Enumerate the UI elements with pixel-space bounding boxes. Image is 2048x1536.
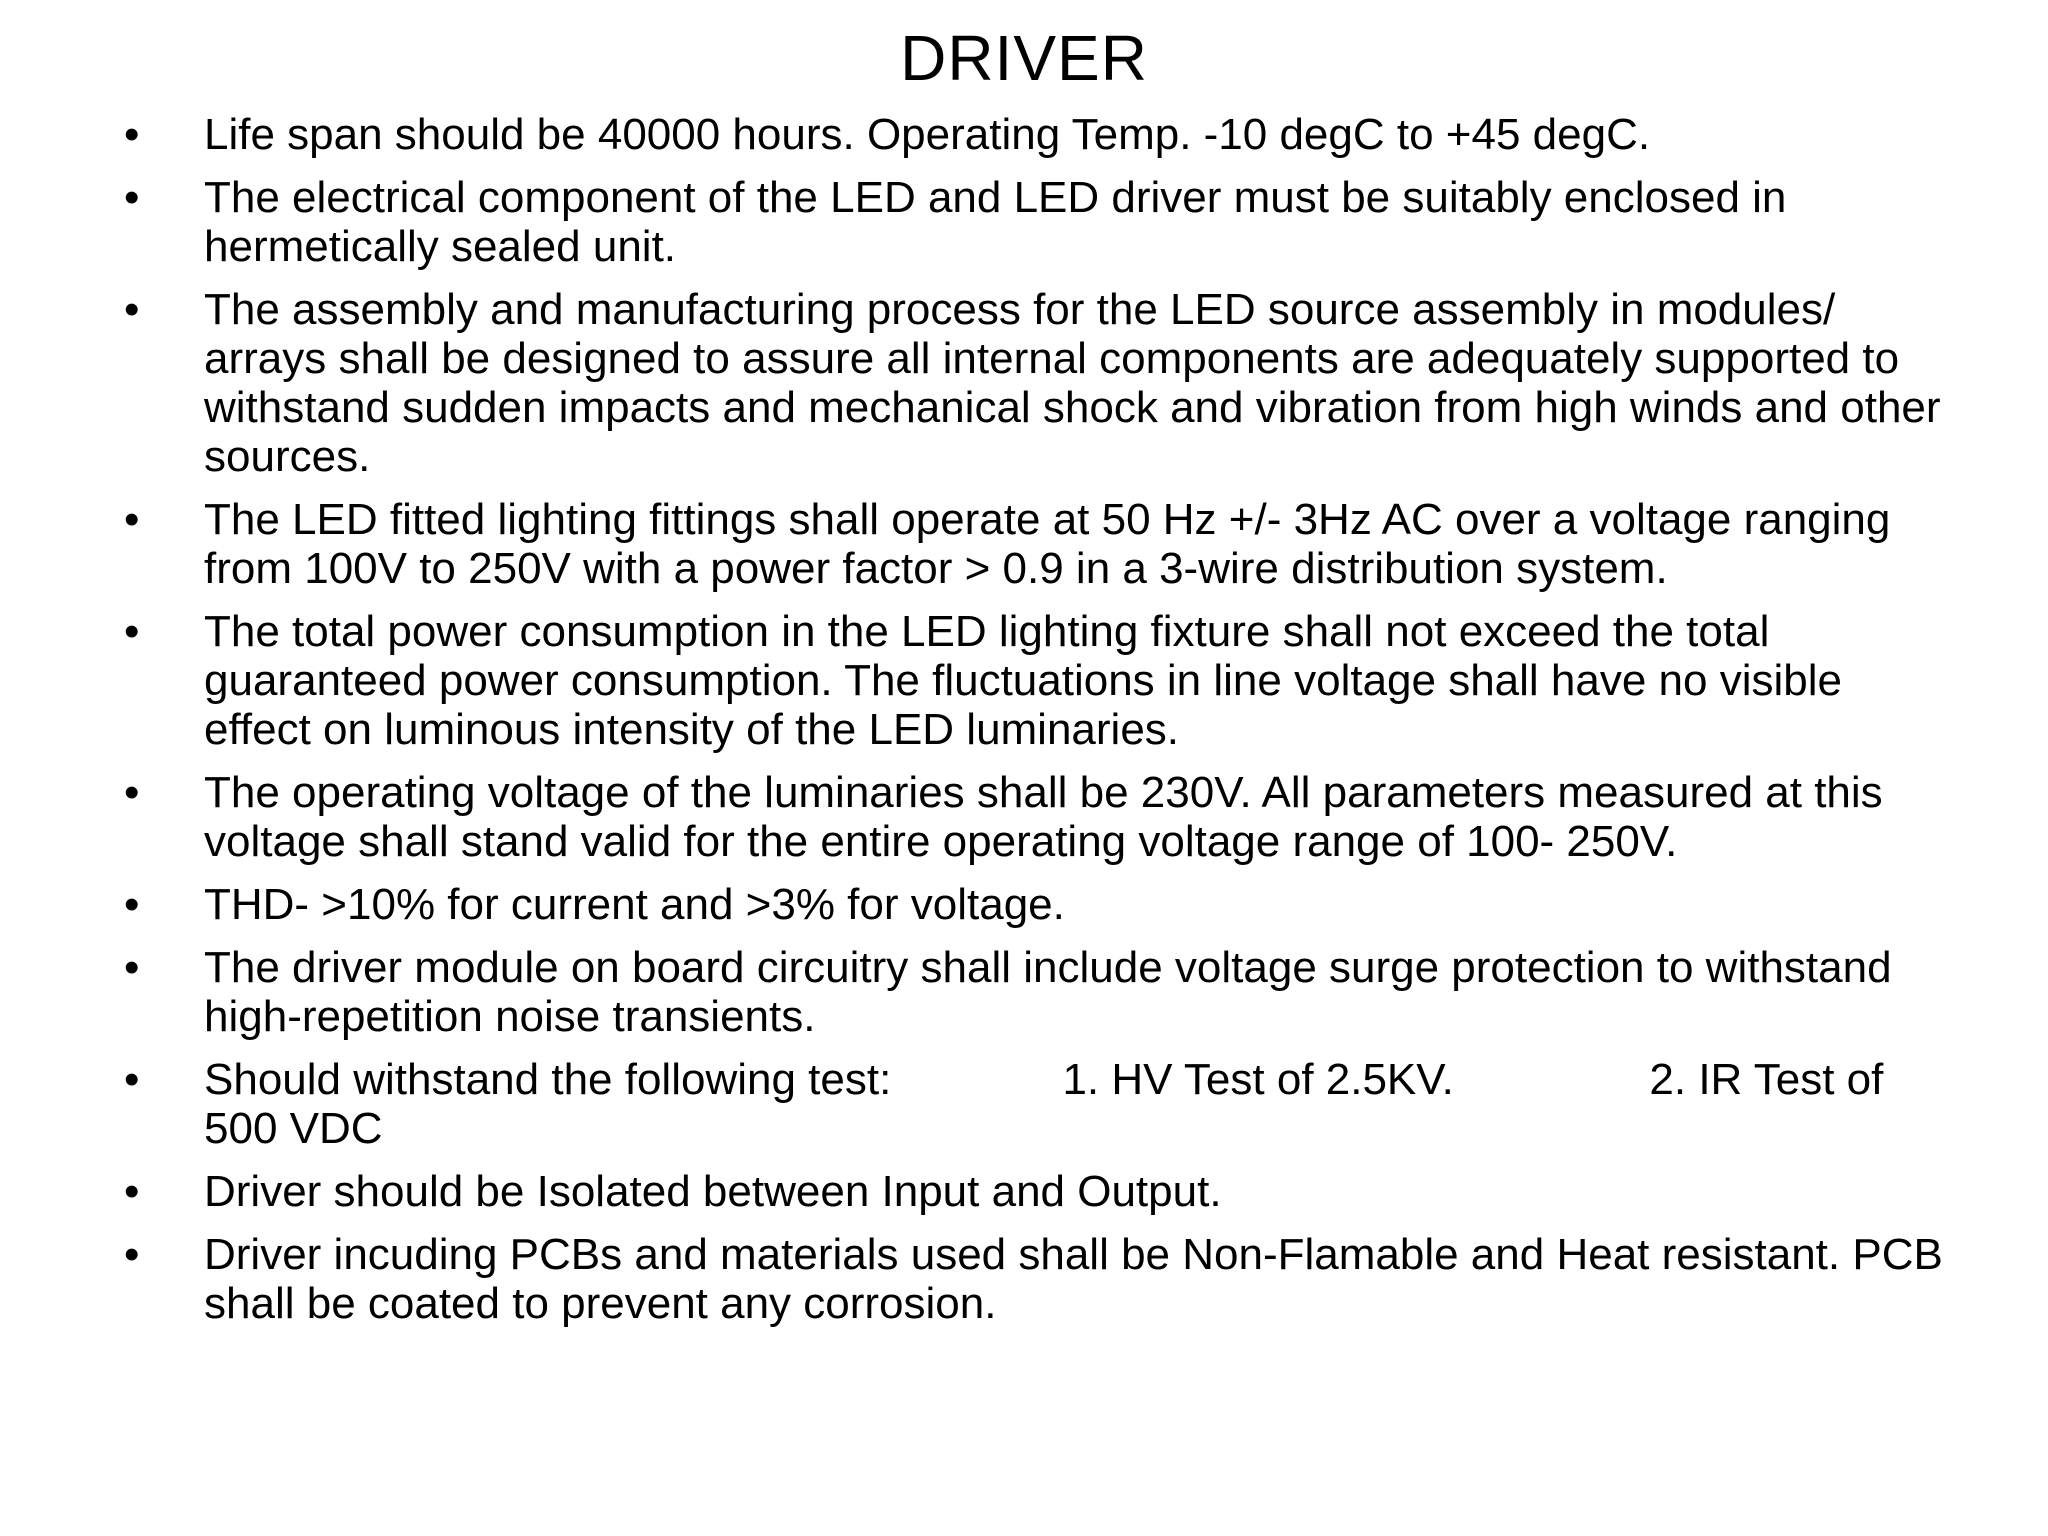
bullet-item [120,495,1960,593]
bullet-item [120,1055,1960,1153]
bullet-item [120,768,1960,866]
bullet-dot-icon: • [124,943,140,992]
bullet-text: Should withstand the following test: 1. HV Test of 2.5KV. 2. IR Test of 500 VDC [204,1055,1896,1153]
bullet-item [120,110,1960,159]
bullet-dot-icon: • [124,1230,140,1279]
bullet-text: The operating voltage of the luminaries shall be 230V. All parameters measured at this voltage shall stand valid for the entire operating voltage range of 100- 250V. [204,768,1895,866]
bullet-dot-icon: • [124,880,140,929]
bullet-text: Life span should be 40000 hours. Operating Temp. -10 degC to +45 degC. [204,110,1651,159]
bullet-item [120,1230,1960,1328]
bullet-text: The driver module on board circuitry shall include voltage surge protection to withstand high-repetition noise transients. [204,943,1904,1041]
bullet-text: The assembly and manufacturing process for the LED source assembly in modules/ arrays shall be designed to assure all internal components are adequately supported to withstand sudden impacts and mechanical shock and vibration from high winds and other sources. [204,285,1953,481]
bullet-text: The total power consumption in the LED lighting fixture shall not exceed the total guaranteed power consumption. The fluctuations in line voltage shall have no visible effect on luminous intensity of the LED luminaries. [204,607,1855,754]
bullet-item [120,173,1960,271]
bullet-text: THD- >10% for current and >3% for voltage. [204,880,1065,929]
bullet-dot-icon: • [124,1055,140,1104]
bullet-item [120,285,1960,481]
bullet-item [120,1167,1960,1216]
bullet-text: The LED fitted lighting fittings shall operate at 50 Hz +/- 3Hz AC over a voltage ranging from 100V to 250V with a power factor > 0.9 in a 3-wire distribution system. [204,495,1903,593]
bullet-list [120,110,1960,1342]
bullet-text: Driver incuding PCBs and materials used shall be Non-Flamable and Heat resistant. PCB shall be coated to prevent any corrosion. [204,1230,1956,1328]
bullet-dot-icon: • [124,173,140,222]
bullet-dot-icon: • [124,768,140,817]
bullet-item [120,880,1960,929]
bullet-dot-icon: • [124,495,140,544]
bullet-dot-icon: • [124,285,140,334]
bullet-text: Driver should be Isolated between Input and Output. [204,1167,1222,1216]
bullet-item [120,943,1960,1041]
bullet-text: The electrical component of the LED and LED driver must be suitably enclosed in hermetically sealed unit. [204,173,1799,271]
bullet-dot-icon: • [124,1167,140,1216]
slide-title: DRIVER [900,22,1148,94]
bullet-dot-icon: • [124,110,140,159]
bullet-dot-icon: • [124,607,140,656]
bullet-item [120,607,1960,754]
